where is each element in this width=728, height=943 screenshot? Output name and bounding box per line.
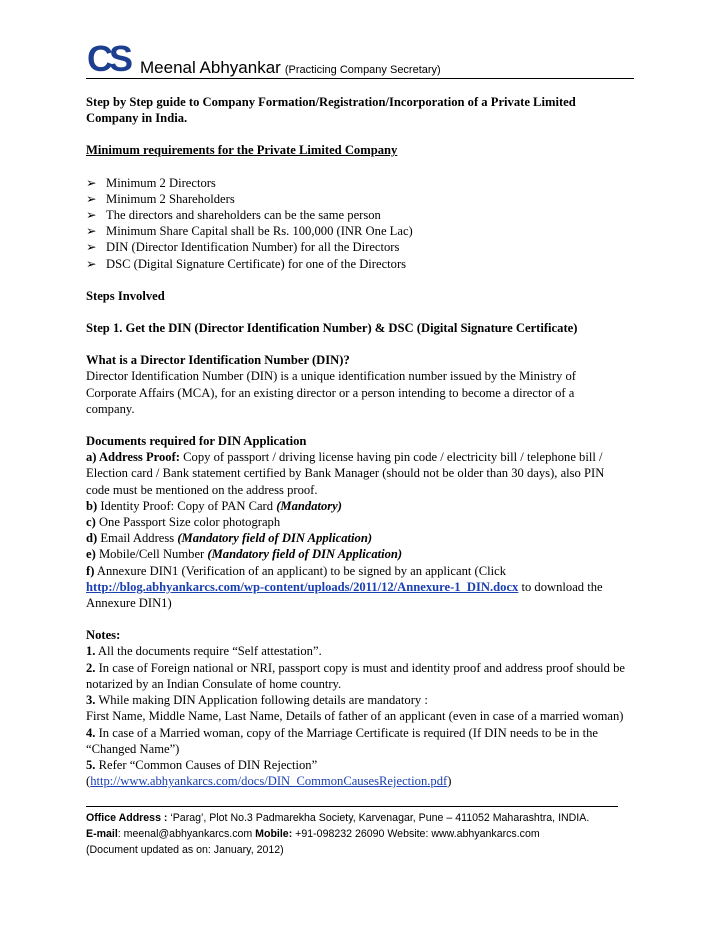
doc-item-a: a) Address Proof: Copy of passport / driving license having pin code / electricity bill / telephone bill / — [86, 450, 603, 465]
cs-logo — [86, 40, 134, 76]
note-4: 4. In case of a Married woman, copy of the Marriage Certificate is required (If DIN needs to be in the — [86, 725, 598, 740]
page-footer — [86, 806, 618, 858]
step1-heading: Step 1. Get the DIN (Director Identification Number) & DSC (Digital Signature Certificate) — [86, 321, 578, 336]
doc-item-d: d) Email Address (Mandatory field of DIN Application) — [86, 531, 373, 546]
notes-heading: Notes: — [86, 628, 121, 643]
list-item: ➢ DSC (Digital Signature Certificate) for one of the Directors — [86, 256, 407, 271]
author-title: (Practicing Company Secretary) — [284, 64, 441, 76]
doc-item-f: f) Annexure DIN1 (Verification of an applicant) to be signed by an applicant (Click — [86, 563, 507, 578]
contact-line: E-mail: meenal@abhyankarcs.com Mobile: +91-098232 26090 Website: www.abhyankarcs.com — [86, 828, 540, 840]
author-name-text: Meenal Abhyankar — [140, 58, 281, 77]
note-2: 2. In case of Foreign national or NRI, passport copy is must and identity proof and address proof should be — [86, 660, 625, 675]
arrow-bullet-icon: ➢ — [86, 256, 97, 271]
doc-title-line1: Step by Step guide to Company Formation/Registration/Incorporation of a Private Limited — [86, 95, 576, 109]
list-item: ➢ Minimum 2 Directors — [86, 175, 216, 190]
list-item: ➢ Minimum Share Capital shall be Rs. 100,000 (INR One Lac) — [86, 224, 413, 239]
doc-item-c: c) One Passport Size color photograph — [86, 515, 281, 530]
document-body — [86, 94, 656, 789]
note-2-cont: notarized by an Indian Consulate of home country. — [86, 676, 342, 691]
list-item: ➢ DIN (Director Identification Number) for all the Directors — [86, 240, 400, 255]
letterhead — [86, 40, 634, 79]
office-address: Office Address : ‘Parag’, Plot No.3 Padmarekha Society, Karvenagar, Pune – 411052 Maharashtra, INDIA. — [86, 812, 590, 824]
documents-heading: Documents required for DIN Application — [86, 434, 307, 449]
document-updated: (Document updated as on: January, 2012) — [86, 844, 284, 856]
list-item: ➢ The directors and shareholders can be the same person — [86, 208, 381, 223]
note-1: 1. All the documents require “Self attestation”. — [86, 644, 322, 659]
doc-title-line2: Company in India. — [86, 111, 188, 126]
doc-item-a-cont: Election card / Bank statement certified by Bank Manager (should not be older than 30 days), also PIN — [86, 466, 605, 481]
list-item: ➢ Minimum 2 Shareholders — [86, 191, 235, 206]
doc-item-a-cont: code must be mentioned on the address proof. — [86, 482, 318, 497]
note-3: 3. While making DIN Application following details are mandatory : — [86, 693, 428, 708]
requirements-list — [86, 175, 656, 272]
author-name — [140, 58, 441, 78]
annexure-din1-link[interactable]: http://blog.abhyankarcs.com/wp-content/uploads/2011/12/Annexure-1_DIN.docx — [86, 579, 519, 594]
din-rejection-link[interactable]: http://www.abhyankarcs.com/docs/DIN_CommonCausesRejection.pdf — [90, 774, 448, 789]
svg-text:CS: CS — [87, 40, 130, 76]
min-requirements-heading: Minimum requirements for the Private Limited Company — [86, 143, 398, 158]
arrow-bullet-icon: ➢ — [86, 224, 97, 239]
doc-item-f-cont: http://blog.abhyankarcs.com/wp-content/uploads/2011/12/Annexure-1_DIN.docx to download the — [86, 579, 603, 594]
arrow-bullet-icon: ➢ — [86, 191, 97, 206]
arrow-bullet-icon: ➢ — [86, 175, 97, 190]
din-definition-line: company. — [86, 401, 135, 416]
doc-item-e: e) Mobile/Cell Number (Mandatory field of DIN Application) — [86, 547, 403, 562]
din-definition-line: Director Identification Number (DIN) is a unique identification number issued by the Ministry of — [86, 369, 576, 384]
note-5-cont: (http://www.abhyankarcs.com/docs/DIN_CommonCausesRejection.pdf) — [86, 774, 452, 789]
arrow-bullet-icon: ➢ — [86, 240, 97, 255]
note-4-cont: “Changed Name”) — [86, 741, 180, 756]
note-3-detail: First Name, Middle Name, Last Name, Details of father of an applicant (even in case of a married woman) — [86, 709, 624, 724]
note-5: 5. Refer “Common Causes of DIN Rejection” — [86, 757, 318, 772]
doc-item-b: b) Identity Proof: Copy of PAN Card (Mandatory) — [86, 498, 342, 513]
din-question: What is a Director Identification Number (DIN)? — [86, 353, 350, 368]
doc-item-f-cont: Annexure DIN1) — [86, 596, 172, 611]
steps-involved-heading: Steps Involved — [86, 288, 165, 303]
din-definition-line: Corporate Affairs (MCA), for an existing director or a person intending to become a director of a — [86, 385, 575, 400]
arrow-bullet-icon: ➢ — [86, 208, 97, 223]
